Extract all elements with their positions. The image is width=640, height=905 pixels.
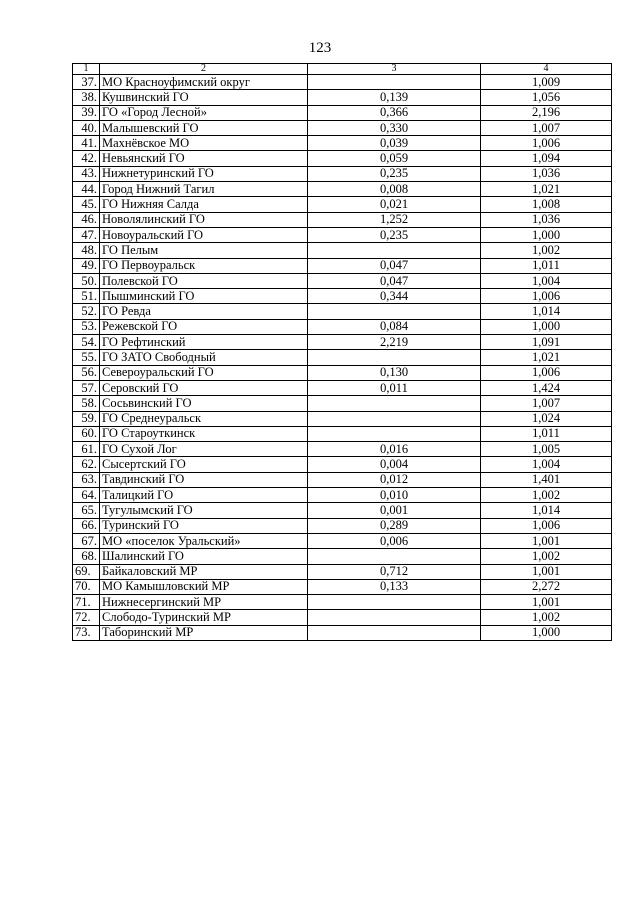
row-number: 55. bbox=[73, 350, 100, 365]
row-number: 47. bbox=[73, 227, 100, 242]
value-column-3: 2,219 bbox=[308, 335, 481, 350]
row-number: 52. bbox=[73, 304, 100, 319]
row-number: 43. bbox=[73, 166, 100, 181]
row-number: 37. bbox=[73, 75, 100, 90]
row-number: 71. bbox=[73, 595, 100, 610]
value-column-4: 1,008 bbox=[481, 197, 612, 212]
table-header-row bbox=[73, 64, 612, 75]
municipality-name: Сосьвинский ГО bbox=[100, 396, 308, 411]
row-number: 48. bbox=[73, 243, 100, 258]
value-column-3 bbox=[308, 411, 481, 426]
value-column-3: 0,130 bbox=[308, 365, 481, 380]
value-column-4: 2,272 bbox=[481, 579, 612, 594]
table-body bbox=[73, 75, 612, 641]
table-row bbox=[73, 304, 612, 319]
column-header-3: 3 bbox=[308, 64, 481, 75]
value-column-4: 1,001 bbox=[481, 564, 612, 579]
table-row bbox=[73, 488, 612, 503]
row-number: 45. bbox=[73, 197, 100, 212]
table-row bbox=[73, 564, 612, 579]
row-number: 56. bbox=[73, 365, 100, 380]
value-column-4: 1,002 bbox=[481, 549, 612, 564]
row-number: 62. bbox=[73, 457, 100, 472]
value-column-3 bbox=[308, 426, 481, 441]
value-column-3: 0,084 bbox=[308, 319, 481, 334]
municipality-name: Туринский ГО bbox=[100, 518, 308, 533]
table-row bbox=[73, 380, 612, 395]
municipality-name: ГО Первоуральск bbox=[100, 258, 308, 273]
page-number: 123 bbox=[308, 40, 332, 56]
table-row bbox=[73, 625, 612, 640]
table-row bbox=[73, 105, 612, 120]
value-column-4: 1,056 bbox=[481, 90, 612, 105]
value-column-3: 0,021 bbox=[308, 197, 481, 212]
value-column-3: 0,712 bbox=[308, 564, 481, 579]
table-row bbox=[73, 319, 612, 334]
municipality-name: Сысертский ГО bbox=[100, 457, 308, 472]
value-column-4: 1,000 bbox=[481, 227, 612, 242]
municipality-name: Новоуральский ГО bbox=[100, 227, 308, 242]
row-number: 70. bbox=[73, 579, 100, 594]
row-number: 61. bbox=[73, 442, 100, 457]
municipality-name: Режевской ГО bbox=[100, 319, 308, 334]
table-row bbox=[73, 549, 612, 564]
value-column-4: 1,006 bbox=[481, 518, 612, 533]
municipality-name: Талицкий ГО bbox=[100, 488, 308, 503]
row-number: 57. bbox=[73, 380, 100, 395]
municipality-name: ГО «Город Лесной» bbox=[100, 105, 308, 120]
value-column-3: 0,366 bbox=[308, 105, 481, 120]
column-header-1: 1 bbox=[73, 64, 100, 75]
value-column-3 bbox=[308, 549, 481, 564]
row-number: 42. bbox=[73, 151, 100, 166]
table-row bbox=[73, 610, 612, 625]
municipality-name: Североуральский ГО bbox=[100, 365, 308, 380]
row-number: 54. bbox=[73, 335, 100, 350]
value-column-4: 1,011 bbox=[481, 426, 612, 441]
municipality-name: Малышевский ГО bbox=[100, 120, 308, 135]
table-row bbox=[73, 426, 612, 441]
row-number: 41. bbox=[73, 136, 100, 151]
municipality-name: ГО Староуткинск bbox=[100, 426, 308, 441]
value-column-4: 1,091 bbox=[481, 335, 612, 350]
table-row bbox=[73, 273, 612, 288]
data-table bbox=[72, 63, 612, 641]
table-row bbox=[73, 503, 612, 518]
value-column-3 bbox=[308, 396, 481, 411]
value-column-4: 1,002 bbox=[481, 488, 612, 503]
municipality-name: МО Красноуфимский округ bbox=[100, 75, 308, 90]
value-column-4: 2,196 bbox=[481, 105, 612, 120]
municipality-name: Тугулымский ГО bbox=[100, 503, 308, 518]
value-column-3: 0,039 bbox=[308, 136, 481, 151]
municipality-name: Город Нижний Тагил bbox=[100, 182, 308, 197]
value-column-4: 1,036 bbox=[481, 166, 612, 181]
value-column-4: 1,002 bbox=[481, 610, 612, 625]
value-column-4: 1,021 bbox=[481, 182, 612, 197]
value-column-3 bbox=[308, 75, 481, 90]
row-number: 67. bbox=[73, 533, 100, 548]
value-column-3: 0,011 bbox=[308, 380, 481, 395]
table-row bbox=[73, 442, 612, 457]
row-number: 38. bbox=[73, 90, 100, 105]
value-column-3: 0,012 bbox=[308, 472, 481, 487]
table-row bbox=[73, 595, 612, 610]
value-column-4: 1,004 bbox=[481, 273, 612, 288]
table-row bbox=[73, 75, 612, 90]
value-column-3: 0,133 bbox=[308, 579, 481, 594]
table-row bbox=[73, 120, 612, 135]
value-column-4: 1,021 bbox=[481, 350, 612, 365]
value-column-3: 0,004 bbox=[308, 457, 481, 472]
municipality-name: ГО Нижняя Салда bbox=[100, 197, 308, 212]
value-column-3 bbox=[308, 595, 481, 610]
value-column-3: 0,016 bbox=[308, 442, 481, 457]
value-column-4: 1,009 bbox=[481, 75, 612, 90]
table-row bbox=[73, 90, 612, 105]
value-column-3: 0,047 bbox=[308, 273, 481, 288]
row-number: 40. bbox=[73, 120, 100, 135]
value-column-3: 1,252 bbox=[308, 212, 481, 227]
table-row bbox=[73, 182, 612, 197]
row-number: 53. bbox=[73, 319, 100, 334]
table-row bbox=[73, 472, 612, 487]
municipality-name: Полевской ГО bbox=[100, 273, 308, 288]
municipality-name: Таборинский МР bbox=[100, 625, 308, 640]
row-number: 68. bbox=[73, 549, 100, 564]
table-row bbox=[73, 258, 612, 273]
municipality-name: Кушвинский ГО bbox=[100, 90, 308, 105]
municipality-name: Пышминский ГО bbox=[100, 289, 308, 304]
value-column-4: 1,007 bbox=[481, 120, 612, 135]
row-number: 66. bbox=[73, 518, 100, 533]
table-row bbox=[73, 411, 612, 426]
row-number: 63. bbox=[73, 472, 100, 487]
table-row bbox=[73, 166, 612, 181]
row-number: 69. bbox=[73, 564, 100, 579]
table-row bbox=[73, 350, 612, 365]
value-column-3: 0,008 bbox=[308, 182, 481, 197]
value-column-4: 1,000 bbox=[481, 625, 612, 640]
value-column-4: 1,094 bbox=[481, 151, 612, 166]
table-row bbox=[73, 289, 612, 304]
value-column-4: 1,014 bbox=[481, 503, 612, 518]
table-row bbox=[73, 197, 612, 212]
value-column-4: 1,005 bbox=[481, 442, 612, 457]
value-column-4: 1,007 bbox=[481, 396, 612, 411]
municipality-name: ГО Рефтинский bbox=[100, 335, 308, 350]
row-number: 39. bbox=[73, 105, 100, 120]
row-number: 59. bbox=[73, 411, 100, 426]
value-column-4: 1,006 bbox=[481, 289, 612, 304]
value-column-4: 1,014 bbox=[481, 304, 612, 319]
table-row bbox=[73, 227, 612, 242]
row-number: 65. bbox=[73, 503, 100, 518]
municipality-name: МО Камышловский МР bbox=[100, 579, 308, 594]
value-column-4: 1,036 bbox=[481, 212, 612, 227]
municipality-name: ГО Среднеуральск bbox=[100, 411, 308, 426]
row-number: 72. bbox=[73, 610, 100, 625]
row-number: 64. bbox=[73, 488, 100, 503]
municipality-name: ГО Ревда bbox=[100, 304, 308, 319]
value-column-4: 1,006 bbox=[481, 136, 612, 151]
municipality-name: ГО Сухой Лог bbox=[100, 442, 308, 457]
value-column-3: 0,010 bbox=[308, 488, 481, 503]
column-header-4: 4 bbox=[481, 64, 612, 75]
table-row bbox=[73, 151, 612, 166]
value-column-3: 0,059 bbox=[308, 151, 481, 166]
municipality-name: Слободо-Туринский МР bbox=[100, 610, 308, 625]
row-number: 46. bbox=[73, 212, 100, 227]
table-row bbox=[73, 212, 612, 227]
municipality-name: Невьянский ГО bbox=[100, 151, 308, 166]
value-column-4: 1,001 bbox=[481, 595, 612, 610]
value-column-3 bbox=[308, 304, 481, 319]
row-number: 50. bbox=[73, 273, 100, 288]
column-header-2: 2 bbox=[100, 64, 308, 75]
table-row bbox=[73, 243, 612, 258]
table-row bbox=[73, 365, 612, 380]
value-column-3 bbox=[308, 350, 481, 365]
table-row bbox=[73, 533, 612, 548]
value-column-3 bbox=[308, 625, 481, 640]
table-row bbox=[73, 579, 612, 594]
municipality-name: ГО Пелым bbox=[100, 243, 308, 258]
value-column-3 bbox=[308, 610, 481, 625]
value-column-4: 1,024 bbox=[481, 411, 612, 426]
value-column-4: 1,002 bbox=[481, 243, 612, 258]
value-column-4: 1,004 bbox=[481, 457, 612, 472]
value-column-3: 0,139 bbox=[308, 90, 481, 105]
value-column-4: 1,011 bbox=[481, 258, 612, 273]
table-row bbox=[73, 335, 612, 350]
value-column-3: 0,001 bbox=[308, 503, 481, 518]
municipality-name: Нижнесергинский МР bbox=[100, 595, 308, 610]
municipality-name: Тавдинский ГО bbox=[100, 472, 308, 487]
value-column-4: 1,401 bbox=[481, 472, 612, 487]
municipality-name: Байкаловский МР bbox=[100, 564, 308, 579]
value-column-3: 0,006 bbox=[308, 533, 481, 548]
value-column-4: 1,001 bbox=[481, 533, 612, 548]
row-number: 49. bbox=[73, 258, 100, 273]
value-column-3: 0,344 bbox=[308, 289, 481, 304]
row-number: 44. bbox=[73, 182, 100, 197]
municipality-name: МО «поселок Уральский» bbox=[100, 533, 308, 548]
row-number: 73. bbox=[73, 625, 100, 640]
table-row bbox=[73, 457, 612, 472]
row-number: 58. bbox=[73, 396, 100, 411]
value-column-3: 0,235 bbox=[308, 166, 481, 181]
value-column-4: 1,000 bbox=[481, 319, 612, 334]
municipality-name: Серовский ГО bbox=[100, 380, 308, 395]
value-column-4: 1,006 bbox=[481, 365, 612, 380]
table-row bbox=[73, 518, 612, 533]
value-column-4: 1,424 bbox=[481, 380, 612, 395]
municipality-name: Нижнетуринский ГО bbox=[100, 166, 308, 181]
value-column-3: 0,330 bbox=[308, 120, 481, 135]
table-row bbox=[73, 396, 612, 411]
value-column-3 bbox=[308, 243, 481, 258]
municipality-name: ГО ЗАТО Свободный bbox=[100, 350, 308, 365]
row-number: 60. bbox=[73, 426, 100, 441]
value-column-3: 0,235 bbox=[308, 227, 481, 242]
value-column-3: 0,289 bbox=[308, 518, 481, 533]
row-number: 51. bbox=[73, 289, 100, 304]
table-row bbox=[73, 136, 612, 151]
municipality-name: Махнёвское МО bbox=[100, 136, 308, 151]
value-column-3: 0,047 bbox=[308, 258, 481, 273]
municipality-name: Шалинский ГО bbox=[100, 549, 308, 564]
municipality-name: Новолялинский ГО bbox=[100, 212, 308, 227]
